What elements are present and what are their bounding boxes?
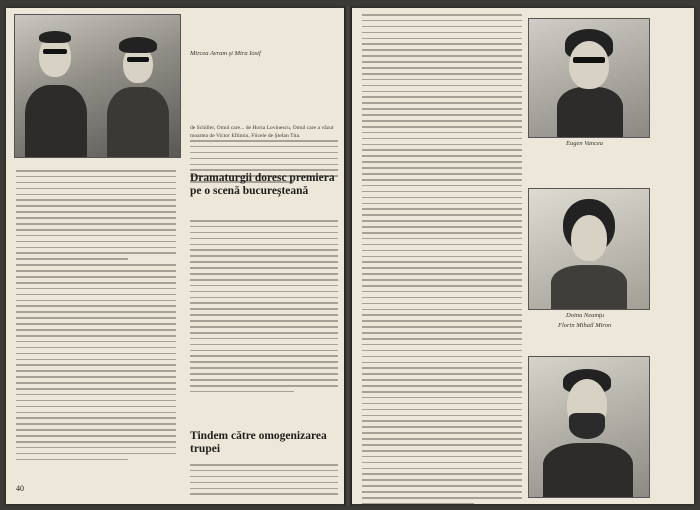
caption-eugen-vancea: Eugen Vancea [566, 140, 604, 147]
column-1-text [16, 170, 176, 465]
photo-avram-iosif [14, 14, 181, 158]
headline-dramaturgii: Dramaturgii doresc premiera pe o scenă bucureşteană [190, 172, 335, 197]
photo-doina-neamtu [528, 188, 650, 310]
caption-florin-miron: Florin Mihail Miron [558, 322, 612, 329]
intro-text: de Schiller, Omul care... de Horia Lovinescu, Omul care a văzut moartea de Victor Eftimiu, Fiicele de Ştefan Tita. [190, 125, 334, 139]
left-page [6, 8, 344, 504]
column-2-bottom-text [190, 464, 338, 499]
right-page [352, 8, 694, 504]
headline-tindem: Tindem către omogenizarea trupei [190, 430, 327, 455]
photo-florin-miron [528, 356, 650, 498]
column-2-text [190, 220, 338, 397]
page-number: 40 [16, 484, 24, 493]
photo-eugen-vancea [528, 18, 650, 138]
right-column-text [362, 14, 522, 504]
caption-top: Mircea Avram şi Mira Iosif [190, 50, 261, 57]
caption-doina-neamtu: Doina Neamţu [566, 312, 605, 319]
book-gutter [344, 6, 352, 506]
